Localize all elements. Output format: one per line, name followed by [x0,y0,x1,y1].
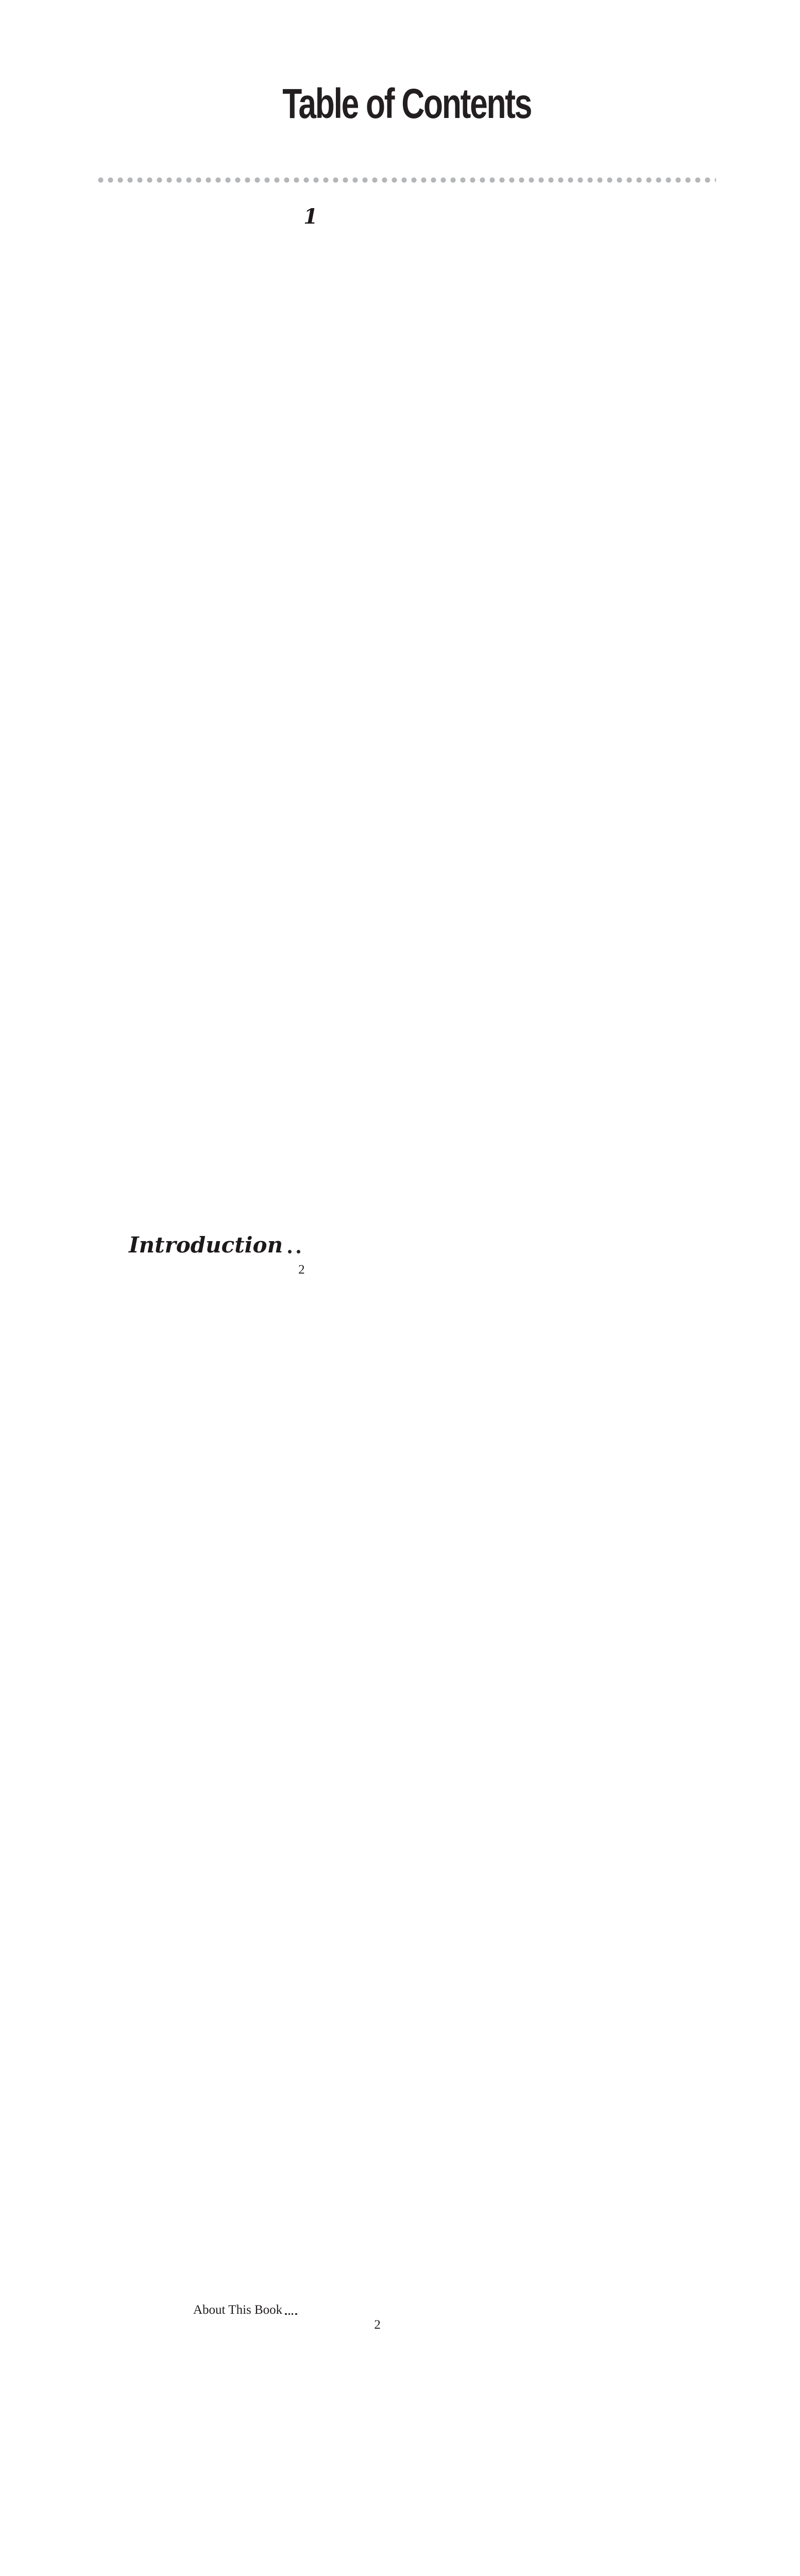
page-number: 2 [374,2318,694,2576]
dotted-divider [98,177,716,183]
toc-part-heading-row [129,204,716,1259]
toc-entry-row [193,2318,716,2576]
toc-entry-label: About This Book [193,2303,283,2317]
toc-entry-row [193,1263,716,2318]
toc-content [98,81,716,2576]
page-title [98,81,716,127]
dot-leader [285,2313,297,2315]
page-number: 2 [298,1263,694,2318]
dot-leader [288,1250,300,1253]
page-title-text: Table of Contents [282,80,532,127]
book-toc-page [0,80,800,2332]
toc-heading-label: Introduction [129,1232,283,1258]
page-number: 1 [303,204,701,1259]
toc-list [98,204,716,2576]
